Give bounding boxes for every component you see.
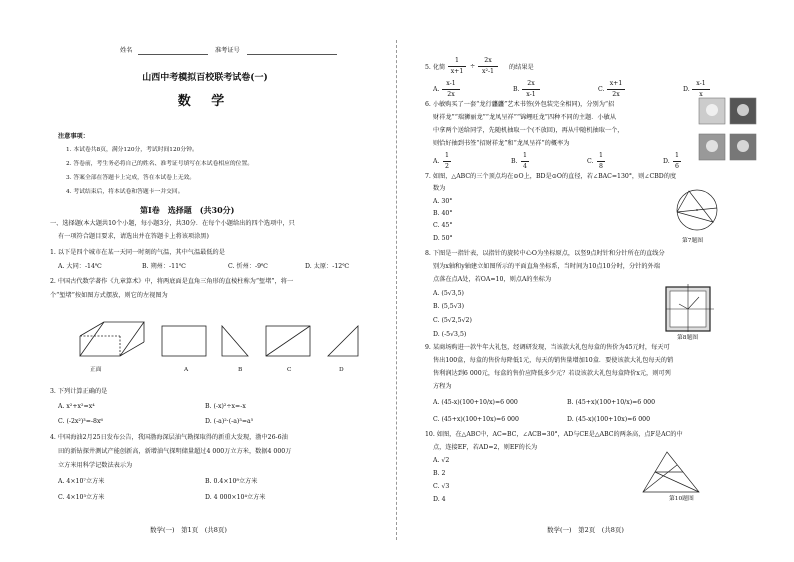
q6-bookmark-images xyxy=(697,96,759,166)
note-4: 4. 考试结束后，将本试卷和答题卡一并交回。 xyxy=(66,189,184,195)
view-b xyxy=(222,326,248,356)
q4-option-b: B. 0.4×10⁸立方米 xyxy=(205,478,258,485)
q5-options: A. x-1 2x B. 2x x-1 C. x+1 2x D. x-1 x xyxy=(433,80,763,100)
q3-option-c: C. (-2x²)³=-8x⁶ xyxy=(58,418,103,425)
q6-options: A. 1 2 B. 1 4 C. 1 8 D. 1 6 xyxy=(433,152,693,172)
view-d xyxy=(328,326,358,356)
q4-option-c: C. 4×10³立方米 xyxy=(58,494,105,501)
notes-title: 注意事项： xyxy=(58,133,89,140)
q7-circle-figure xyxy=(667,186,731,238)
exam-page-2 xyxy=(397,0,794,562)
note-1: 1. 本试卷共8页，满分120分，考试时间120分钟。 xyxy=(66,147,198,153)
q8-stem-1: 8. 下图是一指针表，以指针的旋转中心O为坐标原点，以竖9点时针和分针所在的直线分 xyxy=(425,250,665,257)
name-label: 姓名 xyxy=(120,47,133,54)
section-intro-1: 一、选择题(本大题共10个小题，每小题3分，共30分．在每个小题给出的四个选项中，只 xyxy=(50,220,295,227)
q4-option-d: D. 4 000×10⁴立方米 xyxy=(205,494,266,501)
q8-option-b: B. (5,5√3) xyxy=(433,303,465,310)
exam-title: 山西中考模拟百校联考试卷(一) xyxy=(142,73,268,83)
fig-label-front: 正面 xyxy=(90,367,102,373)
q7-option-b: B. 40° xyxy=(433,210,453,217)
q7-stem-1: 7. 如图，△ABC的三个顶点均在⊙O上，BD是⊙O的直径，若∠BAC=130°，则∠CBD的度 xyxy=(425,173,677,180)
q9-option-c: C. (45+x)(100+10x)=6 000 xyxy=(433,416,519,423)
q6-stem-2: 财祥龙”“瑞狮丽龙”“龙凤呈祥”“锦鲤旺龙”四种不同的主题．小敏从 xyxy=(433,114,617,121)
q2-stem-1: 2. 中国古代数学著作《九章算术》中，将两底面是直角三角形的直棱柱称为“堑堵”，将一 xyxy=(50,278,294,285)
q8-clock-figure xyxy=(663,284,717,334)
q8-stem-3: 点落在点A处，若OA=10，则点A的坐标为 xyxy=(433,276,552,283)
section-intro-2: 有一项符合题目要求，请选出并在答题卡上将该项涂黑) xyxy=(58,233,209,240)
fig-label-c: C xyxy=(287,367,292,373)
q9-option-d: D. (45-x)(100+10x)=6 000 xyxy=(567,416,651,423)
q7-option-a: A. 30° xyxy=(433,198,453,205)
q1-stem: 1. 以下是四个城市在某一天同一时刻的气温，其中气温最低的是 xyxy=(50,249,225,256)
q8-option-c: C. (5√2,5√2) xyxy=(433,317,472,324)
q8-stem-2: 别为x轴和y轴建立如图所示的平面直角坐标系，当时间为10点10分时，分针的外端 xyxy=(433,263,660,270)
note-2: 2. 答卷前，考生务必将自己的姓名、准考证号填写在本试卷相应的位置。 xyxy=(66,161,254,167)
fig-label-a: A xyxy=(184,367,189,373)
ticket-line xyxy=(247,54,337,55)
q10-stem-2: 点，连接EF，若AD=2，则EF的长为 xyxy=(433,444,538,451)
q8-option-a: A. (5√3,5) xyxy=(433,290,464,297)
q3-option-b: B. (-x)²÷x=-x xyxy=(205,403,246,410)
q5-tail: 的结果是 xyxy=(509,64,534,71)
q9-option-a: A. (45-x)(100+10/x)=6 000 xyxy=(433,399,518,406)
note-3: 3. 答案全部在答题卡上完成，答在本试卷上无效。 xyxy=(66,175,196,181)
q1-option-a: A. 大同：-14℃ xyxy=(58,263,102,270)
q9-stem-1: 9. 某商场购进一款牛年大礼包，经调研发现，当该款大礼包每盒的售价为45元时，每天可 xyxy=(425,344,670,351)
q10-option-a: A. √2 xyxy=(433,457,450,464)
q7-option-c: C. 45° xyxy=(433,222,453,229)
q10-option-b: B. 2 xyxy=(433,470,446,477)
q7-caption: 第7题图 xyxy=(682,238,704,244)
q9-option-b: B. (45+x)(100+10/x)=6 000 xyxy=(567,399,656,406)
q6-stem-1: 6. 小敏购买了一套“龙行龘龘”艺术书签(外包装完全相同)，分别为“招 xyxy=(425,101,615,108)
q4-option-a: A. 4×10⁷立方米 xyxy=(58,478,105,485)
q8-option-d: D. (-5√3,5) xyxy=(433,331,467,338)
ticket-label: 准考证号 xyxy=(215,47,240,54)
q10-stem-1: 10. 如图，在△ABC中，AC=BC，∠ACB=30°，AD与CE是△ABC的两条高，点F是AC的中 xyxy=(425,431,683,438)
q10-option-d: D. 4 xyxy=(433,496,446,503)
view-a xyxy=(162,326,206,356)
q3-option-a: A. x²+x²=x⁴ xyxy=(58,403,95,410)
q1-option-b: B. 朔州：-11℃ xyxy=(142,263,186,270)
q1-option-c: C. 忻州：-9℃ xyxy=(228,263,268,270)
prism-front xyxy=(80,322,144,356)
q6-stem-3: 中拿两个送给同学，先随机抽取一个(不放回)，再从中随机抽取一个， xyxy=(433,127,624,134)
q7-option-d: D. 50° xyxy=(433,235,453,242)
q9-stem-3: 售利润达到6 000元，每盒的售价应降低多少元？若设该款大礼包每盒降价x元，则可列 xyxy=(433,370,671,377)
q4-stem-1: 4. 中国海油2月25日发布公告，我国渤海深层油气勘探取得的新重大发现，渤中26-6油 xyxy=(50,434,288,441)
q4-stem-3: 立方米用科学记数法表示为 xyxy=(58,462,133,469)
q10-triangle-figure xyxy=(637,448,707,498)
name-line xyxy=(138,54,208,55)
fig-label-b: B xyxy=(238,367,243,373)
q10-option-c: C. √3 xyxy=(433,483,450,490)
q7-stem-2: 数为 xyxy=(433,185,446,192)
q2-figures xyxy=(62,314,362,374)
subject-title: 数 学 xyxy=(177,94,233,109)
q3-option-d: D. (-a)²·(-a)³=a⁵ xyxy=(205,418,254,425)
q2-stem-2: 个“堑堵”按如图方式摆放，则它的左视图为 xyxy=(50,292,168,299)
page-footer-2: 数学(一) 第2页 (共8页) xyxy=(547,526,624,534)
page-footer-1: 数学(一) 第1页 (共8页) xyxy=(150,526,227,534)
q5-expression: 1 x+1 ÷ 2x x²-1 xyxy=(448,57,518,77)
q3-stem: 3. 下列计算正确的是 xyxy=(50,388,108,395)
q10-caption: 第10题图 xyxy=(669,496,694,502)
q9-stem-4: 方程为 xyxy=(433,383,452,390)
q1-option-d: D. 太原：-12℃ xyxy=(305,263,350,270)
q5-stem: 5. 化简 xyxy=(425,64,446,71)
part-title: 第Ⅰ卷 选择题 (共30分) xyxy=(140,205,235,215)
fig-label-d: D xyxy=(339,367,344,373)
q6-stem-4: 则恰好抽到书签“招财祥龙”和“龙凤呈祥”的概率为 xyxy=(433,140,570,147)
q4-stem-2: 田的新钻探井测试产能创新高，新增油气探明储量超过4 000万立方米，数据4 000万 xyxy=(58,448,292,455)
q8-caption: 第8题图 xyxy=(677,335,699,341)
q9-stem-2: 售出100盒，每盒的售价每降低1元，每天的销售量增加10盒．要使该款大礼包每天的销 xyxy=(433,357,674,364)
